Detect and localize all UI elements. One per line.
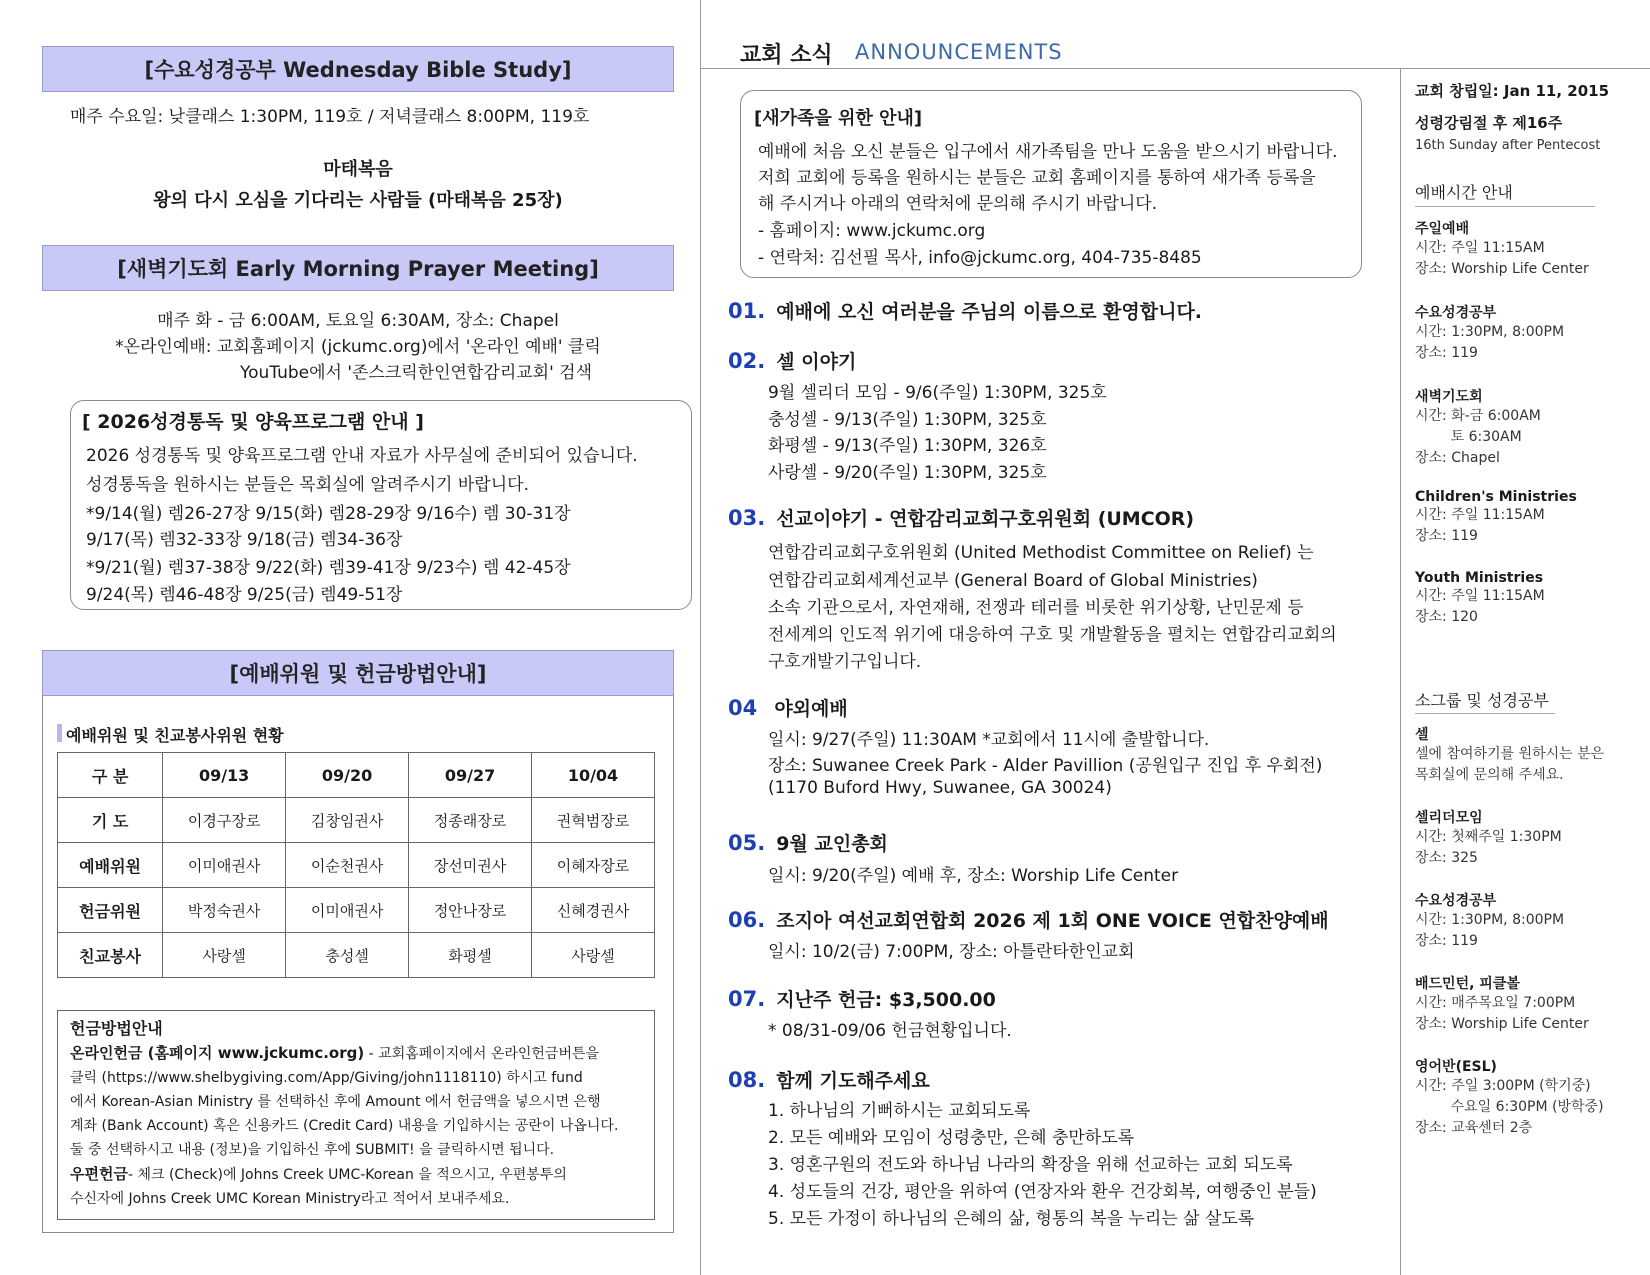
- item-line: 일시: 9/27(주일) 11:30AM *교회에서 11시에 출발합니다.: [768, 730, 1210, 750]
- worship-entry-line: 장소: Worship Life Center: [1415, 261, 1589, 277]
- table-cell: 김창임권사: [286, 798, 409, 843]
- worship-entry-line: 시간: 주일 11:15AM: [1415, 588, 1545, 604]
- liturgical-sunday-en-wrap: [1415, 134, 1600, 156]
- giving-box: [57, 1010, 655, 1220]
- table-cell: 정안나장로: [409, 888, 532, 933]
- item-line: 소속 기관으로서, 자연재해, 전쟁과 테러를 비롯한 위기상황, 난민문제 등: [768, 598, 1304, 618]
- giving-line: 둘 중 선택하시고 내용 (정보)을 기입하신 후에 SUBMIT! 을 클릭하시면 됩니다.: [70, 1142, 555, 1158]
- item-line: 충성셀 - 9/13(주일) 1:30PM, 325호: [768, 410, 1047, 430]
- item-title: 9월 교인총회: [776, 833, 888, 855]
- group-entry: [1415, 1056, 1604, 1139]
- group-entry-line: 장소: 325: [1415, 850, 1478, 866]
- liturgical-sunday-ko: 성령강림절 후 제16주: [1415, 114, 1563, 132]
- newcomer-line: 저희 교회에 등록을 원하시는 분들은 교회 홈페이지를 통하여 새가족 등록을: [758, 168, 1316, 188]
- worship-entry-line: 장소: 119: [1415, 345, 1478, 361]
- table-row: [58, 933, 655, 978]
- table-cell: 권혁범장로: [532, 798, 655, 843]
- dawn-prayer-line1: 매주 화 - 금 6:00AM, 토요일 6:30AM, 장소: Chapel: [157, 311, 559, 331]
- group-entry-line: 수요일 6:30PM (방학중): [1415, 1099, 1604, 1115]
- worship-entry-line: 시간: 화-금 6:00AM: [1415, 408, 1541, 424]
- group-entry-line: 장소: 교육센터 2층: [1415, 1120, 1533, 1136]
- table-row-label: 기 도: [58, 798, 163, 843]
- reading-line: 2026 성경통독 및 양육프로그램 안내 자료가 사무실에 준비되어 있습니다.: [86, 446, 638, 466]
- item-line: 연합감리교회구호위원회 (United Methodist Committee on Relief) 는: [768, 543, 1314, 563]
- group-entry-line: 시간: 첫째주일 1:30PM: [1415, 829, 1562, 845]
- announcement-item-03: [728, 504, 1194, 531]
- group-entry: [1415, 890, 1564, 952]
- item-line: (1170 Buford Hwy, Suwanee, GA 30024): [768, 778, 1112, 798]
- table-row: [58, 753, 655, 798]
- item-title: 야외예배: [774, 698, 848, 720]
- table-cell: 이순천권사: [286, 843, 409, 888]
- reading-line: *9/21(월) 렘37-38장 9/22(화) 렘39-41장 9/23수) 렘 42-45장: [86, 558, 571, 578]
- item-number: 06.: [728, 908, 766, 932]
- table-row-label: 헌금위원: [58, 888, 163, 933]
- table-row: [58, 798, 655, 843]
- group-entry-line: 시간: 매주목요일 7:00PM: [1415, 995, 1576, 1011]
- item-title: 예배에 오신 여러분을 주님의 이름으로 환영합니다.: [776, 301, 1203, 323]
- item-number: 08.: [728, 1068, 766, 1092]
- group-entry: [1415, 807, 1562, 869]
- groups-heading-underline: [1415, 713, 1555, 714]
- group-entry-name: 수요성경공부: [1415, 893, 1497, 909]
- group-entry: [1415, 724, 1604, 786]
- church-founded-text: 교회 창립일: Jan 11, 2015: [1415, 82, 1610, 100]
- worship-entry-name: Youth Ministries: [1415, 570, 1544, 586]
- newcomer-line: 예배에 처음 오신 분들은 입구에서 새가족팀을 만나 도움을 받으시기 바랍니다.: [758, 142, 1338, 162]
- announcements-title-en: ANNOUNCEMENTS: [855, 40, 1063, 64]
- announcements-underline: [701, 68, 1650, 69]
- group-entry-line: 시간: 주일 3:00PM (학기중): [1415, 1078, 1591, 1094]
- worship-entry-line: 장소: 120: [1415, 609, 1478, 625]
- wed-study-title: [수요성경공부 Wednesday Bible Study]: [42, 46, 674, 92]
- reading-line: 9/24(목) 렘46-48장 9/25(금) 렘49-51장: [86, 585, 403, 605]
- reading-line: *9/14(월) 렘26-27장 9/15(화) 렘28-29장 9/16수) 렘 30-31장: [86, 504, 571, 524]
- group-entry-line: 셀에 참여하기를 원하시는 분은: [1415, 746, 1605, 762]
- table-cell: 이미애권사: [286, 888, 409, 933]
- sidebar-divider: [1400, 68, 1401, 1275]
- worship-entry-line: 시간: 1:30PM, 8:00PM: [1415, 324, 1565, 340]
- worship-entry-name: Children's Ministries: [1415, 489, 1577, 505]
- group-entry-name: 영어반(ESL): [1415, 1059, 1497, 1075]
- announcement-item-04: [728, 694, 848, 721]
- table-header-cell: 구 분: [58, 753, 163, 798]
- item-line: 화평셀 - 9/13(주일) 1:30PM, 326호: [768, 436, 1047, 456]
- table-cell: 신혜경권사: [532, 888, 655, 933]
- worship-entry-line: 장소: Chapel: [1415, 450, 1500, 466]
- newcomer-line: - 연락처: 김선필 목사, info@jckumc.org, 404-735-8485: [758, 248, 1202, 268]
- item-line: 1. 하나님의 기뻐하시는 교회되도록: [768, 1101, 1031, 1121]
- giving-title: 헌금방법안내: [70, 1019, 163, 1038]
- table-row-label: 친교봉사: [58, 933, 163, 978]
- item-line: 2. 모든 예배와 모임이 성령충만, 은혜 충만하도록: [768, 1128, 1135, 1148]
- item-title: 셀 이야기: [776, 351, 857, 373]
- group-entry-line: 시간: 1:30PM, 8:00PM: [1415, 912, 1565, 928]
- item-title: 지난주 헌금: $3,500.00: [776, 989, 996, 1011]
- giving-mail-text: - 체크 (Check)에 Johns Creek UMC-Korean 을 적으시고, 우편봉투의: [127, 1167, 567, 1183]
- worship-entry-line: 시간: 주일 11:15AM: [1415, 507, 1545, 523]
- giving-online-line: [70, 1041, 642, 1066]
- announcements-title-ko: 교회 소식: [740, 43, 833, 68]
- group-entry: [1415, 973, 1589, 1035]
- liturgical-sunday: [1415, 112, 1562, 133]
- item-line: 5. 모든 가정이 하나님의 은혜의 삶, 형통의 복을 누리는 삶 살도록: [768, 1209, 1255, 1229]
- announcement-item-08: [728, 1066, 930, 1093]
- table-cell: 장선미권사: [409, 843, 532, 888]
- table-header-cell: 10/04: [532, 753, 655, 798]
- item-title: 선교이야기 - 연합감리교회구호위원회 (UMCOR): [776, 508, 1195, 530]
- worship-entry-name: 새벽기도회: [1415, 389, 1483, 405]
- announcement-item-07: [728, 985, 996, 1012]
- worship-entry-name: 수요성경공부: [1415, 305, 1497, 321]
- table-cell: 사랑셀: [163, 933, 286, 978]
- item-line: 일시: 10/2(금) 7:00PM, 장소: 아틀란타한인교회: [768, 942, 1135, 962]
- newcomer-line: - 홈페이지: www.jckumc.org: [758, 221, 986, 241]
- item-line: 일시: 9/20(주일) 예배 후, 장소: Worship Life Center: [768, 866, 1179, 886]
- item-number: 03.: [728, 506, 766, 530]
- item-title: 함께 기도해주세요: [776, 1070, 930, 1092]
- table-row-label: 예배위원: [58, 843, 163, 888]
- table-row: [58, 843, 655, 888]
- wed-study-topic: 왕의 다시 오심을 기다리는 사람들 (마태복음 25장): [153, 190, 563, 211]
- item-line: 연합감리교회세계선교부 (General Board of Global Ministries): [768, 571, 1258, 591]
- center-divider: [700, 0, 701, 1275]
- committee-title: [예배위원 및 헌금방법안내]: [42, 650, 674, 696]
- wed-study-book: 마태복음: [323, 159, 393, 180]
- table-cell: 화평셀: [409, 933, 532, 978]
- giving-mail-text: 수신자에 Johns Creek UMC Korean Ministry라고 적어서 보내주세요.: [70, 1191, 510, 1207]
- reading-line: 9/17(목) 렘32-33장 9/18(금) 렘34-36장: [86, 530, 403, 550]
- giving-online-label: 온라인헌금 (홈페이지 www.jckumc.org): [70, 1044, 365, 1062]
- item-title: 조지아 여선교회연합회 2026 제 1회 ONE VOICE 연합찬양예배: [776, 910, 1329, 932]
- giving-line: 에서 Korean-Asian Ministry 를 선택하신 후에 Amount 에서 헌금액을 넣으시면 은행: [70, 1094, 601, 1110]
- table-cell: 이미애권사: [163, 843, 286, 888]
- giving-line: - 교회홈페이지에서 온라인헌금버튼을: [364, 1046, 600, 1062]
- group-entry-name: 셀: [1415, 727, 1429, 743]
- giving-line: 클릭 (https://www.shelbygiving.com/App/Giving/john1118110) 하시고 fund: [70, 1070, 583, 1086]
- announcement-item-02: [728, 347, 856, 374]
- table-cell: 박정숙권사: [163, 888, 286, 933]
- giving-mail-label: 우편헌금: [70, 1165, 128, 1183]
- group-entry-line: 목회실에 문의해 주세요.: [1415, 767, 1564, 783]
- reading-program-title: [ 2026성경통독 및 양육프로그램 안내 ]: [82, 411, 424, 433]
- wed-study-schedule: 매주 수요일: 낮클래스 1:30PM, 119호 / 저녁클래스 8:00PM, 119호: [70, 107, 590, 127]
- item-number: 04: [728, 696, 758, 720]
- worship-entry: [1415, 570, 1545, 628]
- item-line: 3. 영혼구원의 전도와 하나님 나라의 확장을 위해 선교하는 교회 되도록: [768, 1155, 1293, 1175]
- item-number: 01.: [728, 299, 766, 323]
- liturgical-sunday-en: 16th Sunday after Pentecost: [1415, 138, 1601, 153]
- announcement-item-06: [728, 906, 1329, 933]
- giving-line: 계좌 (Bank Account) 혹은 신용카드 (Credit Card) 내용을 기입하시는 공란이 나옵니다.: [70, 1118, 619, 1134]
- worship-entry: [1415, 218, 1589, 280]
- announcement-item-01: [728, 297, 1202, 324]
- giving-mail-line: [70, 1162, 642, 1187]
- worship-heading-underline: [1415, 206, 1595, 207]
- table-header-cell: 09/13: [163, 753, 286, 798]
- committee-subtitle: 예배위원 및 친교봉사위원 현황: [66, 726, 284, 745]
- committee-table: [57, 752, 655, 978]
- item-number: 07.: [728, 987, 766, 1011]
- newcomer-title: [새가족을 위한 안내]: [754, 108, 923, 129]
- announcement-item-05: [728, 829, 888, 856]
- group-entry-name: 셀리더모임: [1415, 810, 1483, 826]
- worship-entry: [1415, 386, 1541, 469]
- committee-subtitle-marker: [57, 724, 62, 742]
- table-cell: 이혜자장로: [532, 843, 655, 888]
- reading-line: 성경통독을 원하시는 분들은 목회실에 알려주시기 바랍니다.: [86, 475, 529, 495]
- item-line: 구호개발기구입니다.: [768, 652, 922, 672]
- newcomer-line: 해 주시거나 아래의 연락처에 문의해 주시기 바랍니다.: [758, 194, 1158, 214]
- item-number: 02.: [728, 349, 766, 373]
- item-line: 장소: Suwanee Creek Park - Alder Pavillion (공원입구 진입 후 우회전): [768, 756, 1323, 776]
- table-header-cell: 09/20: [286, 753, 409, 798]
- table-cell: 정종래장로: [409, 798, 532, 843]
- dawn-prayer-line3: YouTube에서 '존스크릭한인연합감리교회' 검색: [239, 363, 593, 383]
- worship-entry-line: 토 6:30AM: [1415, 429, 1522, 445]
- worship-heading: 예배시간 안내: [1415, 183, 1513, 202]
- item-line: 전세계의 인도적 위기에 대응하여 구호 및 개발활동을 펼치는 연합감리교회의: [768, 625, 1337, 645]
- group-entry-line: 장소: 119: [1415, 933, 1478, 949]
- worship-entry: [1415, 489, 1577, 547]
- dawn-prayer-title: [새벽기도회 Early Morning Prayer Meeting]: [42, 245, 674, 291]
- table-cell: 이경구장로: [163, 798, 286, 843]
- group-entry-name: 배드민턴, 피클볼: [1415, 976, 1520, 992]
- item-line: 사랑셀 - 9/20(주일) 1:30PM, 325호: [768, 463, 1047, 483]
- worship-entry-line: 장소: 119: [1415, 528, 1478, 544]
- worship-entry-name: 주일예배: [1415, 221, 1470, 237]
- item-number: 05.: [728, 831, 766, 855]
- groups-heading: 소그룹 및 성경공부: [1415, 691, 1549, 710]
- church-founded: [1415, 80, 1609, 101]
- worship-entry-line: 시간: 주일 11:15AM: [1415, 240, 1545, 256]
- worship-entry: [1415, 302, 1564, 364]
- table-row: [58, 888, 655, 933]
- table-header-cell: 09/27: [409, 753, 532, 798]
- item-line: 9월 셀리더 모임 - 9/6(주일) 1:30PM, 325호: [768, 383, 1107, 403]
- dawn-prayer-line2: *온라인예배: 교회홈페이지 (jckumc.org)에서 '온라인 예배' 클릭: [115, 337, 601, 357]
- item-line: * 08/31-09/06 헌금현황입니다.: [768, 1021, 1012, 1041]
- table-cell: 충성셀: [286, 933, 409, 978]
- group-entry-line: 장소: Worship Life Center: [1415, 1016, 1589, 1032]
- table-cell: 사랑셀: [532, 933, 655, 978]
- item-line: 4. 성도들의 건강, 평안을 위하여 (연장자와 환우 건강회복, 여행중인 분들): [768, 1182, 1317, 1202]
